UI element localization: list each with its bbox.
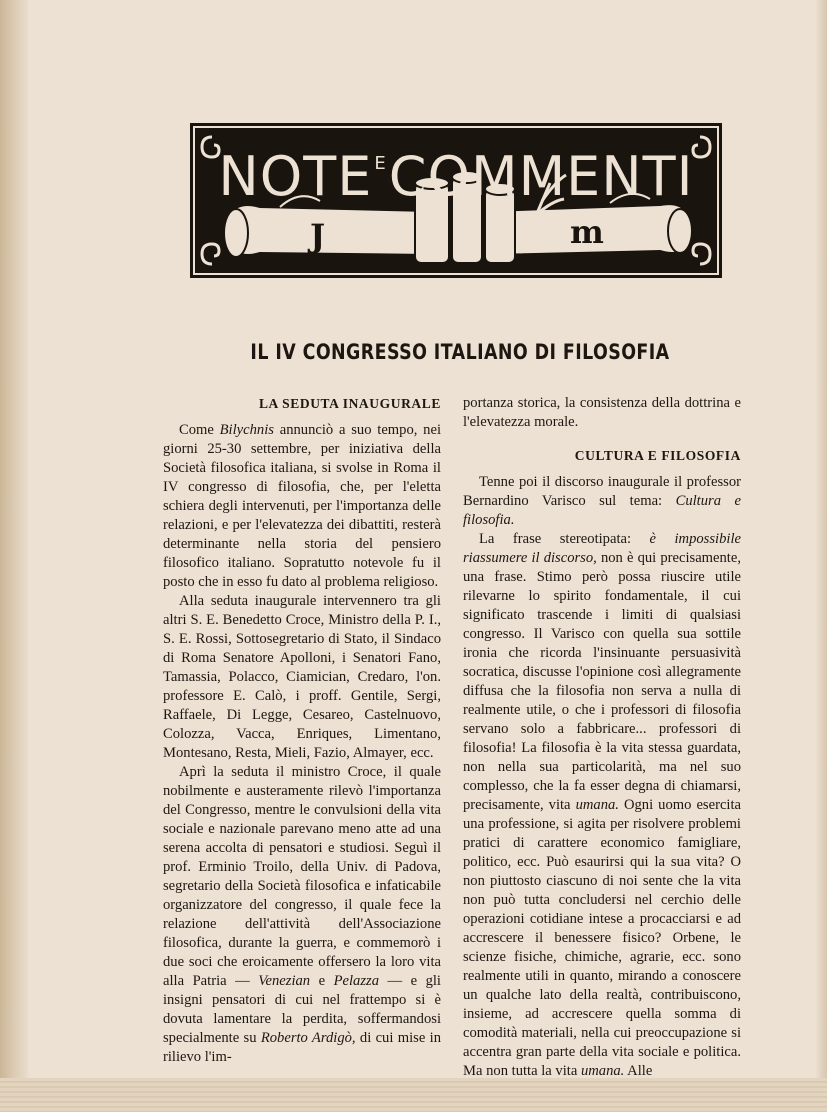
page-stack-edge bbox=[0, 1078, 827, 1112]
page-binding-edge bbox=[0, 0, 28, 1112]
paragraph-continued: portanza storica, la consistenza della dottrina e l'elevatezza morale. bbox=[463, 395, 741, 430]
banner-title: NOTE $^E$COMMENTI bbox=[218, 145, 694, 208]
left-column bbox=[163, 394, 441, 1067]
paragraph-3: Aprì la seduta il ministro Croce, il quale nobilmente e austeramente rilevò l'importanza del Congresso, mentre le convulsioni della vita sociale e nazionale parevano meno atte ad una serena accolta di pensatori e studiosi. Seguì il prof. Erminio Troilo, della Univ. di Padova, segretario della Società filosofica e infaticabile organizzatore del congresso, il quale fece la relazione dell'attività dell'Associazione filosofica, durante la guerra, e commemorò i due soci che eroicamente offersero la loro vita alla Patria — Venezian e Pelazza — e gli insigni pensatori di cui nel frattempo si è dovuta lamentare la perdita, soffermandosi specialmente su Roberto Ardigò, di cui mise in rilievo l'im- bbox=[163, 764, 441, 1065]
section-heading-cultura: CULTURA E FILOSOFIA bbox=[574, 448, 741, 463]
page-right-edge bbox=[815, 0, 827, 1112]
svg-text:J: J bbox=[310, 217, 326, 255]
section-heading-seduta: LA SEDUTA INAUGURALE bbox=[258, 396, 441, 411]
right-column bbox=[463, 394, 741, 1081]
paragraph-5: La frase stereotipata: è impossibile riassumere il discorso, non è qui precisamente, una frase. Stimo però possa riuscire utile rilevarne lo spirito fondamentale, il cui significato trascende i limiti di qualsiasi congresso. Il Varisco con quella sua sottile ironia che ricorda l'insinuante persuasività socratica, discusse l'opinione così allegramente diffusa che la filosofia non serva a nulla di realmente utile, o che i professori di filosofia servano solo a fabbricare... professori di filosofia! La filosofia è la vita stessa guardata, non nella sua particolarità, ma nel suo complesso, che la fa esser degna di chiamarsi, precisamente, vita umana. Ogni uomo esercita una professione, si agita per risolvere problemi pratici di carattere economico famigliare, politico, ecc. Può esaurirsi qui la sua vita? O non piuttosto ciascuno di noi sente che la vita non può tutta concludersi nel cerchio delle operazioni cotidiane intese a procacciarsi e ad accrescere il benessere fisico? Orbene, le scienze fisiche, chimiche, agrarie, ecc. sono realmente utili in quanto, mirando a conoscere un qualche lato della realtà, contribuiscono, insieme, ad accrescere quella somma di comodità materiali, nella cui preoccupazione si accentra gran parte della vita sociale e politica. Ma non tutta la vita umana. Alle bbox=[463, 531, 742, 1079]
svg-text:m: m bbox=[570, 213, 604, 251]
paragraph-2: Alla seduta inaugurale intervennero tra gli altri S. E. Benedetto Croce, Ministro della P. I., S. E. Rossi, Sottosegretario di Stato, il Sindaco di Roma Senatore Apolloni, i Senatori Fano, Tamassia, Polacco, Ciamician, Credaro, l'on. professore E. Calò, i proff. Gentile, Sergi, Raffaele, Di Legge, Cesareo, Castelnuovo, Colozza, Vacca, Enriques, Limentano, Montesano, Resta, Mieli, Fazio, Almayer, ecc. bbox=[163, 593, 441, 761]
paragraph-4: Tenne poi il discorso inaugurale il professor Bernardino Varisco sul tema: Cultura e filosofia. bbox=[463, 474, 741, 528]
article-title: IL IV CONGRESSO ITALIANO DI FILOSOFIA bbox=[250, 340, 670, 364]
header-banner bbox=[190, 123, 722, 278]
paragraph-1: Come Bilychnis annunciò a suo tempo, nei giorni 25-30 settembre, per iniziativa della Società filosofica italiana, si svolse in Roma il IV congresso di filosofia, che, per l'eletta schiera degli intervenuti, per l'importanza delle relazioni, e per l'elevatezza dei dibattiti, resterà determinante nella storia del pensiero filosofico italiano. Sopratutto notevole fu il posto che in esso fu dato al problema religioso. bbox=[163, 422, 441, 590]
